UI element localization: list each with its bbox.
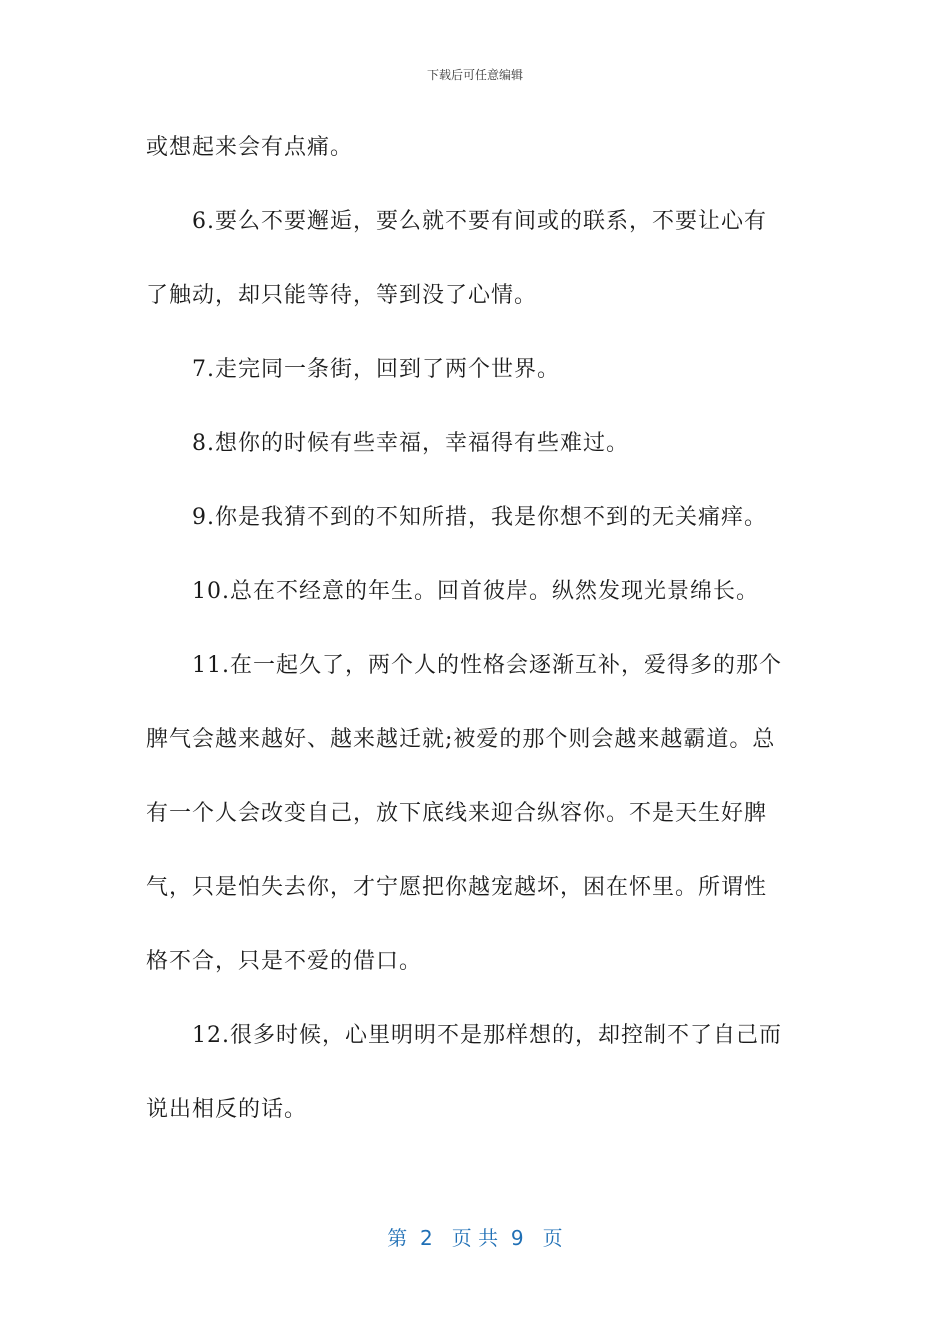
text-line: 12.很多时候，心里明明不是那样想的，却控制不了自己而	[192, 1023, 782, 1048]
text-line: 说出相反的话。	[146, 1097, 308, 1122]
text-line: 了触动，却只能等待，等到没了心情。	[146, 283, 538, 308]
page-number-footer: 第 2 页 共 9 页	[387, 1226, 563, 1250]
page-header: 下载后可任意编辑	[426, 68, 523, 82]
text-line: 气，只是怕失去你，才宁愿把你越宠越坏，困在怀里。所谓性	[146, 875, 768, 900]
text-line: 10.总在不经意的年生。回首彼岸。纵然发现光景绵长。	[192, 579, 759, 604]
text-line: 6.要么不要邂逅，要么就不要有间或的联系，不要让心有	[192, 209, 767, 234]
text-line: 9.你是我猜不到的不知所措，我是你想不到的无关痛痒。	[192, 505, 767, 530]
text-line: 脾气会越来越好、越来越迁就;被爱的那个则会越来越霸道。总	[146, 727, 776, 752]
text-line: 有一个人会改变自己，放下底线来迎合纵容你。不是天生好脾	[146, 801, 768, 826]
text-line: 7.走完同一条街，回到了两个世界。	[192, 357, 560, 382]
text-line: 格不合，只是不爱的借口。	[146, 949, 423, 974]
text-line: 11.在一起久了，两个人的性格会逐渐互补，爱得多的那个	[192, 653, 782, 678]
text-line: 或想起来会有点痛。	[146, 135, 354, 160]
document-body	[146, 122, 806, 1158]
text-line: 8.想你的时候有些幸福，幸福得有些难过。	[192, 431, 629, 456]
